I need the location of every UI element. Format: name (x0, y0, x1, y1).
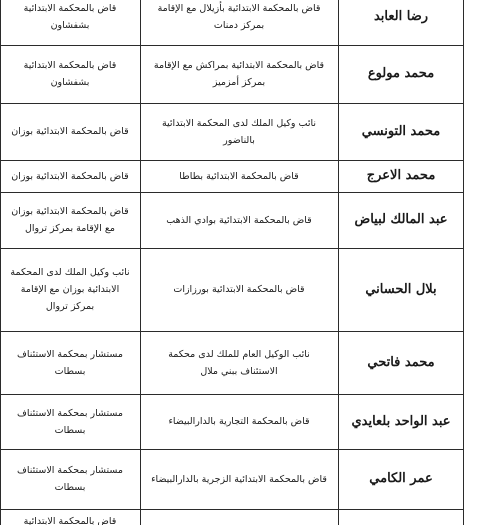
table-row (0, 45, 500, 103)
row-divider (0, 45, 464, 46)
judge-name: رضا العابد (373, 8, 429, 24)
table-row (0, 394, 500, 449)
current-position: قاض بالمحكمة التجارية بالدارالبيضاء (168, 416, 310, 427)
new-position: مستشار بمحكمة الاستئناف بسطات (17, 348, 123, 377)
current-position: نائب الوكيل العام للملك لدى محكمة الاستئناف ببني ملال (168, 348, 310, 377)
new-position: قاض بالمحكمة الابتدائية بوزان مع الإقامة بمركز تروال (11, 206, 129, 234)
judge-name (338, 509, 464, 525)
table-row (0, 248, 500, 331)
table-border-left (0, 0, 1, 525)
new-position: قاض بالمحكمة الابتدائية بشفشاون (23, 60, 117, 88)
row-divider (0, 331, 464, 332)
new-position: قاض بالمحكمة الابتدائية بوزان (11, 126, 129, 137)
current-position: قاض بالمحكمة الابتدائية بطاطا (179, 170, 299, 182)
judge-name: بلال الحساني (365, 281, 437, 297)
table-row (0, 103, 500, 160)
row-divider (0, 192, 464, 193)
table-row (0, 192, 500, 248)
new-position: مستشار بمحكمة الاستئناف بسطات (17, 465, 123, 493)
current-position: قاض بالمحكمة الابتدائية بوادي الذهب (166, 214, 312, 226)
current-position: قاض بالمحكمة الابتدائية بمراكش مع الإقامة بمركز أمزميز (153, 60, 325, 88)
row-divider (0, 103, 464, 104)
row-divider (0, 449, 464, 450)
row-divider (0, 394, 464, 395)
table-row (0, 331, 500, 394)
judge-name: محمد مولوع (367, 66, 435, 81)
column-divider (140, 0, 141, 525)
judge-name: محمد الاعرج (366, 168, 436, 183)
new-position: مستشار بمحكمة الاستئناف بسطات (17, 407, 123, 436)
table-row (0, 160, 500, 192)
judge-name: عبد المالك لبياض (354, 212, 448, 227)
current-position: نائب وكيل الملك لدى المحكمة الابتدائية بالناضور (161, 117, 317, 146)
current-position (140, 509, 338, 525)
table-row (0, 509, 500, 525)
row-divider (0, 160, 464, 161)
row-divider (0, 509, 464, 510)
current-position: قاض بالمحكمة الابتدائية بورزازات (173, 284, 305, 295)
judge-name: عمر الكامي (369, 471, 433, 486)
judge-name: محمد فاتحي (367, 354, 435, 370)
new-position: قاض بالمحكمة الابتدائية بوزان (11, 170, 129, 182)
table-border-right (463, 0, 464, 525)
new-position: قاض بالمحكمة الابتدائية (23, 516, 117, 525)
current-position: قاض بالمحكمة الابتدائية بأزيلال مع الإقامة بمركز دمنات (157, 2, 321, 31)
new-position: نائب وكيل الملك لدى المحكمة الابتدائية بوزان مع الإقامة بمركز تروال (10, 267, 130, 312)
column-divider (338, 0, 339, 525)
table-row (0, 449, 500, 509)
judge-name: محمد التونسي (361, 123, 441, 139)
table-row (0, 0, 500, 45)
row-divider (0, 248, 464, 249)
new-position: قاض بالمحكمة الابتدائية بشفشاون (23, 2, 117, 31)
current-position: قاض بالمحكمة الابتدائية الزجرية بالدارالبيضاء (151, 473, 327, 485)
judge-name: عبد الواحد بلعايدي (351, 413, 451, 429)
